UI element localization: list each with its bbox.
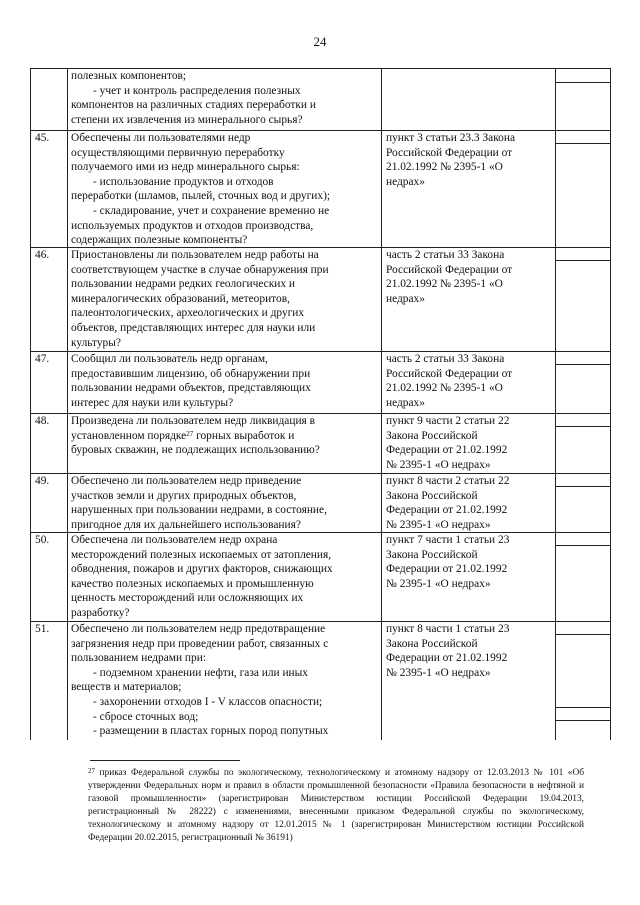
page-number: 24	[313, 34, 327, 49]
table-subrow-border	[555, 532, 611, 533]
question-line: - учет и контроль распределения полезных	[93, 84, 301, 97]
question-line: - размещении в пластах горных пород попутных	[93, 725, 329, 738]
row-number: 51.	[35, 623, 50, 635]
reference-line: Закона Российской	[386, 548, 478, 561]
reference-line: Федерации от 21.02.1992	[386, 563, 508, 576]
reference-cell	[386, 414, 552, 472]
table-subrow-border	[555, 621, 611, 622]
reference-cell	[386, 352, 552, 410]
reference-line: 21.02.1992 № 2395-1 «О	[386, 278, 503, 291]
question-line: предоставившим лицензию, об обнаружении при	[71, 367, 311, 380]
question-line: Обеспечена ли пользователем недр охрана	[71, 534, 278, 546]
footnote-mark: 27	[88, 767, 95, 775]
question-line: минералогических образований, метеоритов,	[71, 292, 290, 305]
row-number: 46.	[35, 249, 50, 261]
reference-line: 21.02.1992 № 2395-1 «О	[386, 382, 503, 395]
row-number: 45.	[35, 132, 50, 144]
table-subrow-border	[555, 260, 611, 261]
reference-line: Федерации от 21.02.1992	[386, 652, 508, 665]
question-line: месторождений полезных ископаемых от затопления,	[71, 548, 332, 561]
question-line: - использование продуктов и отходов	[93, 175, 274, 188]
reference-line: 21.02.1992 № 2395-1 «О	[386, 161, 503, 174]
question-line: Обеспечено ли пользователем недр приведение	[71, 475, 302, 487]
question-cell	[71, 69, 377, 127]
table-subrow-border	[555, 82, 611, 83]
table-subrow-border	[555, 707, 611, 708]
footnote-divider	[90, 760, 240, 761]
table-vline	[67, 68, 68, 740]
reference-line: пункт 3 статьи 23.3 Закона	[386, 132, 516, 144]
reference-cell	[386, 248, 552, 306]
row-number: 48.	[35, 415, 50, 427]
reference-cell	[386, 474, 552, 532]
question-line: качество полезных ископаемых и промышленную	[71, 577, 314, 590]
question-cell	[71, 352, 377, 410]
footnote-ref: 27	[186, 429, 194, 438]
reference-line: часть 2 статьи 33 Закона	[386, 353, 505, 365]
table-subrow-border	[555, 247, 611, 248]
question-line: осуществляющими первичную переработку	[71, 146, 285, 159]
question-line: интерес для науки или культуры?	[71, 396, 234, 409]
reference-line: пункт 9 части 2 статьи 22	[386, 415, 510, 427]
question-text: горных выработок и	[193, 429, 295, 442]
question-line: Приостановлены ли пользователем недр работы на	[71, 249, 319, 261]
table-subrow-border	[555, 68, 611, 69]
question-cell	[71, 248, 377, 350]
question-line: пользовании недрами объектов, представляющих	[71, 382, 311, 395]
table-vline	[610, 68, 611, 740]
question-cell	[71, 474, 377, 532]
table-subrow-border	[555, 720, 611, 721]
reference-line: № 2395-1 «О недрах»	[386, 577, 491, 590]
question-line: загрязнения недр при проведении работ, связанных с	[71, 637, 329, 650]
question-line: используемых продуктов и отходов производства,	[71, 219, 314, 232]
table-subrow-border	[555, 486, 611, 487]
question-line: Обеспечены ли пользователями недр	[71, 132, 251, 144]
table-subrow-border	[555, 413, 611, 414]
question-line: обводнения, пожаров и других факторов, снижающих	[71, 563, 333, 576]
question-cell	[71, 414, 377, 458]
question-line: степени их извлечения из минерального сырья?	[71, 113, 303, 126]
question-line: Сообщил ли пользователь недр органам,	[71, 353, 268, 365]
reference-line: № 2395-1 «О недрах»	[386, 666, 491, 679]
footnote	[88, 767, 584, 845]
question-line: полезных компонентов;	[71, 70, 187, 82]
row-number: 50.	[35, 534, 50, 546]
reference-line: № 2395-1 «О недрах»	[386, 458, 491, 471]
table-subrow-border	[555, 473, 611, 474]
question-line: участков земли и других природных объектов,	[71, 489, 297, 502]
reference-line: недрах»	[386, 396, 425, 409]
table-subrow-border	[555, 545, 611, 546]
question-line: получаемого ими из недр минерального сырья:	[71, 161, 300, 174]
reference-line: пункт 7 части 1 статьи 23	[386, 534, 510, 546]
footnote-text: приказ Федеральной службы по экологическому, технологическому и атомному надзору от 12.03.2013 № 101 «Об утверждении Федеральных норм и правил в области промышленной безопасности «Правила безопасности в нефтяной и газовой промышленности» (зарегистрирован Министерством юстиции Российской Федерации 19.04.2013, регистрационный № 28222) с изменениями, внесенными приказом Федеральной службы по экологическому, технологическому и атомному надзору от 12.01.2015 № 1 (зарегистрирован Министерством юстиции Российской Федерации 20.02.2015, регистрационный № 36191)	[88, 768, 584, 843]
question-line: содержащих полезные компоненты?	[71, 234, 248, 247]
question-cell	[71, 622, 377, 739]
table-vline	[555, 68, 556, 740]
question-line: Произведена ли пользователем недр ликвидация в	[71, 415, 316, 427]
question-line: нарушенных при пользовании недрами, в состояние,	[71, 504, 327, 517]
reference-line: Закона Российской	[386, 489, 478, 502]
question-line: пригодное для их дальнейшего использования?	[71, 518, 301, 531]
table-vline	[30, 68, 31, 740]
question-text: установленном порядке	[71, 429, 187, 442]
reference-cell	[386, 622, 552, 680]
reference-line: Закона Российской	[386, 637, 478, 650]
table-subrow-border	[555, 426, 611, 427]
reference-line: недрах»	[386, 175, 425, 188]
question-line: объектов, представляющих интерес для науки или	[71, 321, 316, 334]
reference-line: Российской Федерации от	[386, 146, 513, 159]
reference-cell	[386, 131, 552, 189]
reference-line: Российской Федерации от	[386, 263, 513, 276]
question-line: - захоронении отходов I - V классов опасности;	[93, 695, 323, 708]
table-subrow-border	[555, 130, 611, 131]
question-line	[71, 429, 377, 444]
question-line: веществ и материалов;	[71, 681, 182, 694]
table-subrow-border	[555, 143, 611, 144]
table-vline	[381, 68, 382, 740]
question-line: пользовании недрами редких геологических и	[71, 278, 295, 291]
reference-line: Российской Федерации от	[386, 367, 513, 380]
reference-cell	[386, 533, 552, 591]
row-number: 47.	[35, 353, 50, 365]
table-subrow-border	[555, 634, 611, 635]
question-line: - подземном хранении нефти, газа или иных	[93, 666, 308, 679]
reference-line: № 2395-1 «О недрах»	[386, 518, 491, 531]
question-line: палеонтологических, археологических и других	[71, 307, 305, 320]
table-subrow-border	[555, 351, 611, 352]
question-cell	[71, 533, 377, 621]
reference-line: Федерации от 21.02.1992	[386, 504, 508, 517]
question-line: переработки (шламов, пылей, сточных вод и других);	[71, 190, 331, 203]
reference-line: часть 2 статьи 33 Закона	[386, 249, 505, 261]
question-line: - сбросе сточных вод;	[93, 710, 199, 723]
table-subrow-border	[555, 364, 611, 365]
reference-line: Закона Российской	[386, 429, 478, 442]
question-line: ценность месторождений или осложняющих их	[71, 592, 304, 605]
question-cell	[71, 131, 377, 248]
question-line: буровых скважин, не подлежащих использованию?	[71, 444, 320, 457]
question-line: разработку?	[71, 606, 130, 619]
question-line: Обеспечено ли пользователем недр предотвращение	[71, 623, 326, 635]
question-line: пользованием недрами при:	[71, 652, 206, 665]
reference-line: недрах»	[386, 292, 425, 305]
question-line: компонентов на различных стадиях переработки и	[71, 99, 316, 112]
question-line: культуры?	[71, 336, 121, 349]
row-number: 49.	[35, 475, 50, 487]
question-line: - складирование, учет и сохранение временно не	[93, 204, 330, 217]
reference-line: Федерации от 21.02.1992	[386, 444, 508, 457]
reference-line: пункт 8 части 2 статьи 22	[386, 475, 510, 487]
question-line: соответствующем участке в случае обнаружения при	[71, 263, 329, 276]
reference-line: пункт 8 части 1 статьи 23	[386, 623, 510, 635]
